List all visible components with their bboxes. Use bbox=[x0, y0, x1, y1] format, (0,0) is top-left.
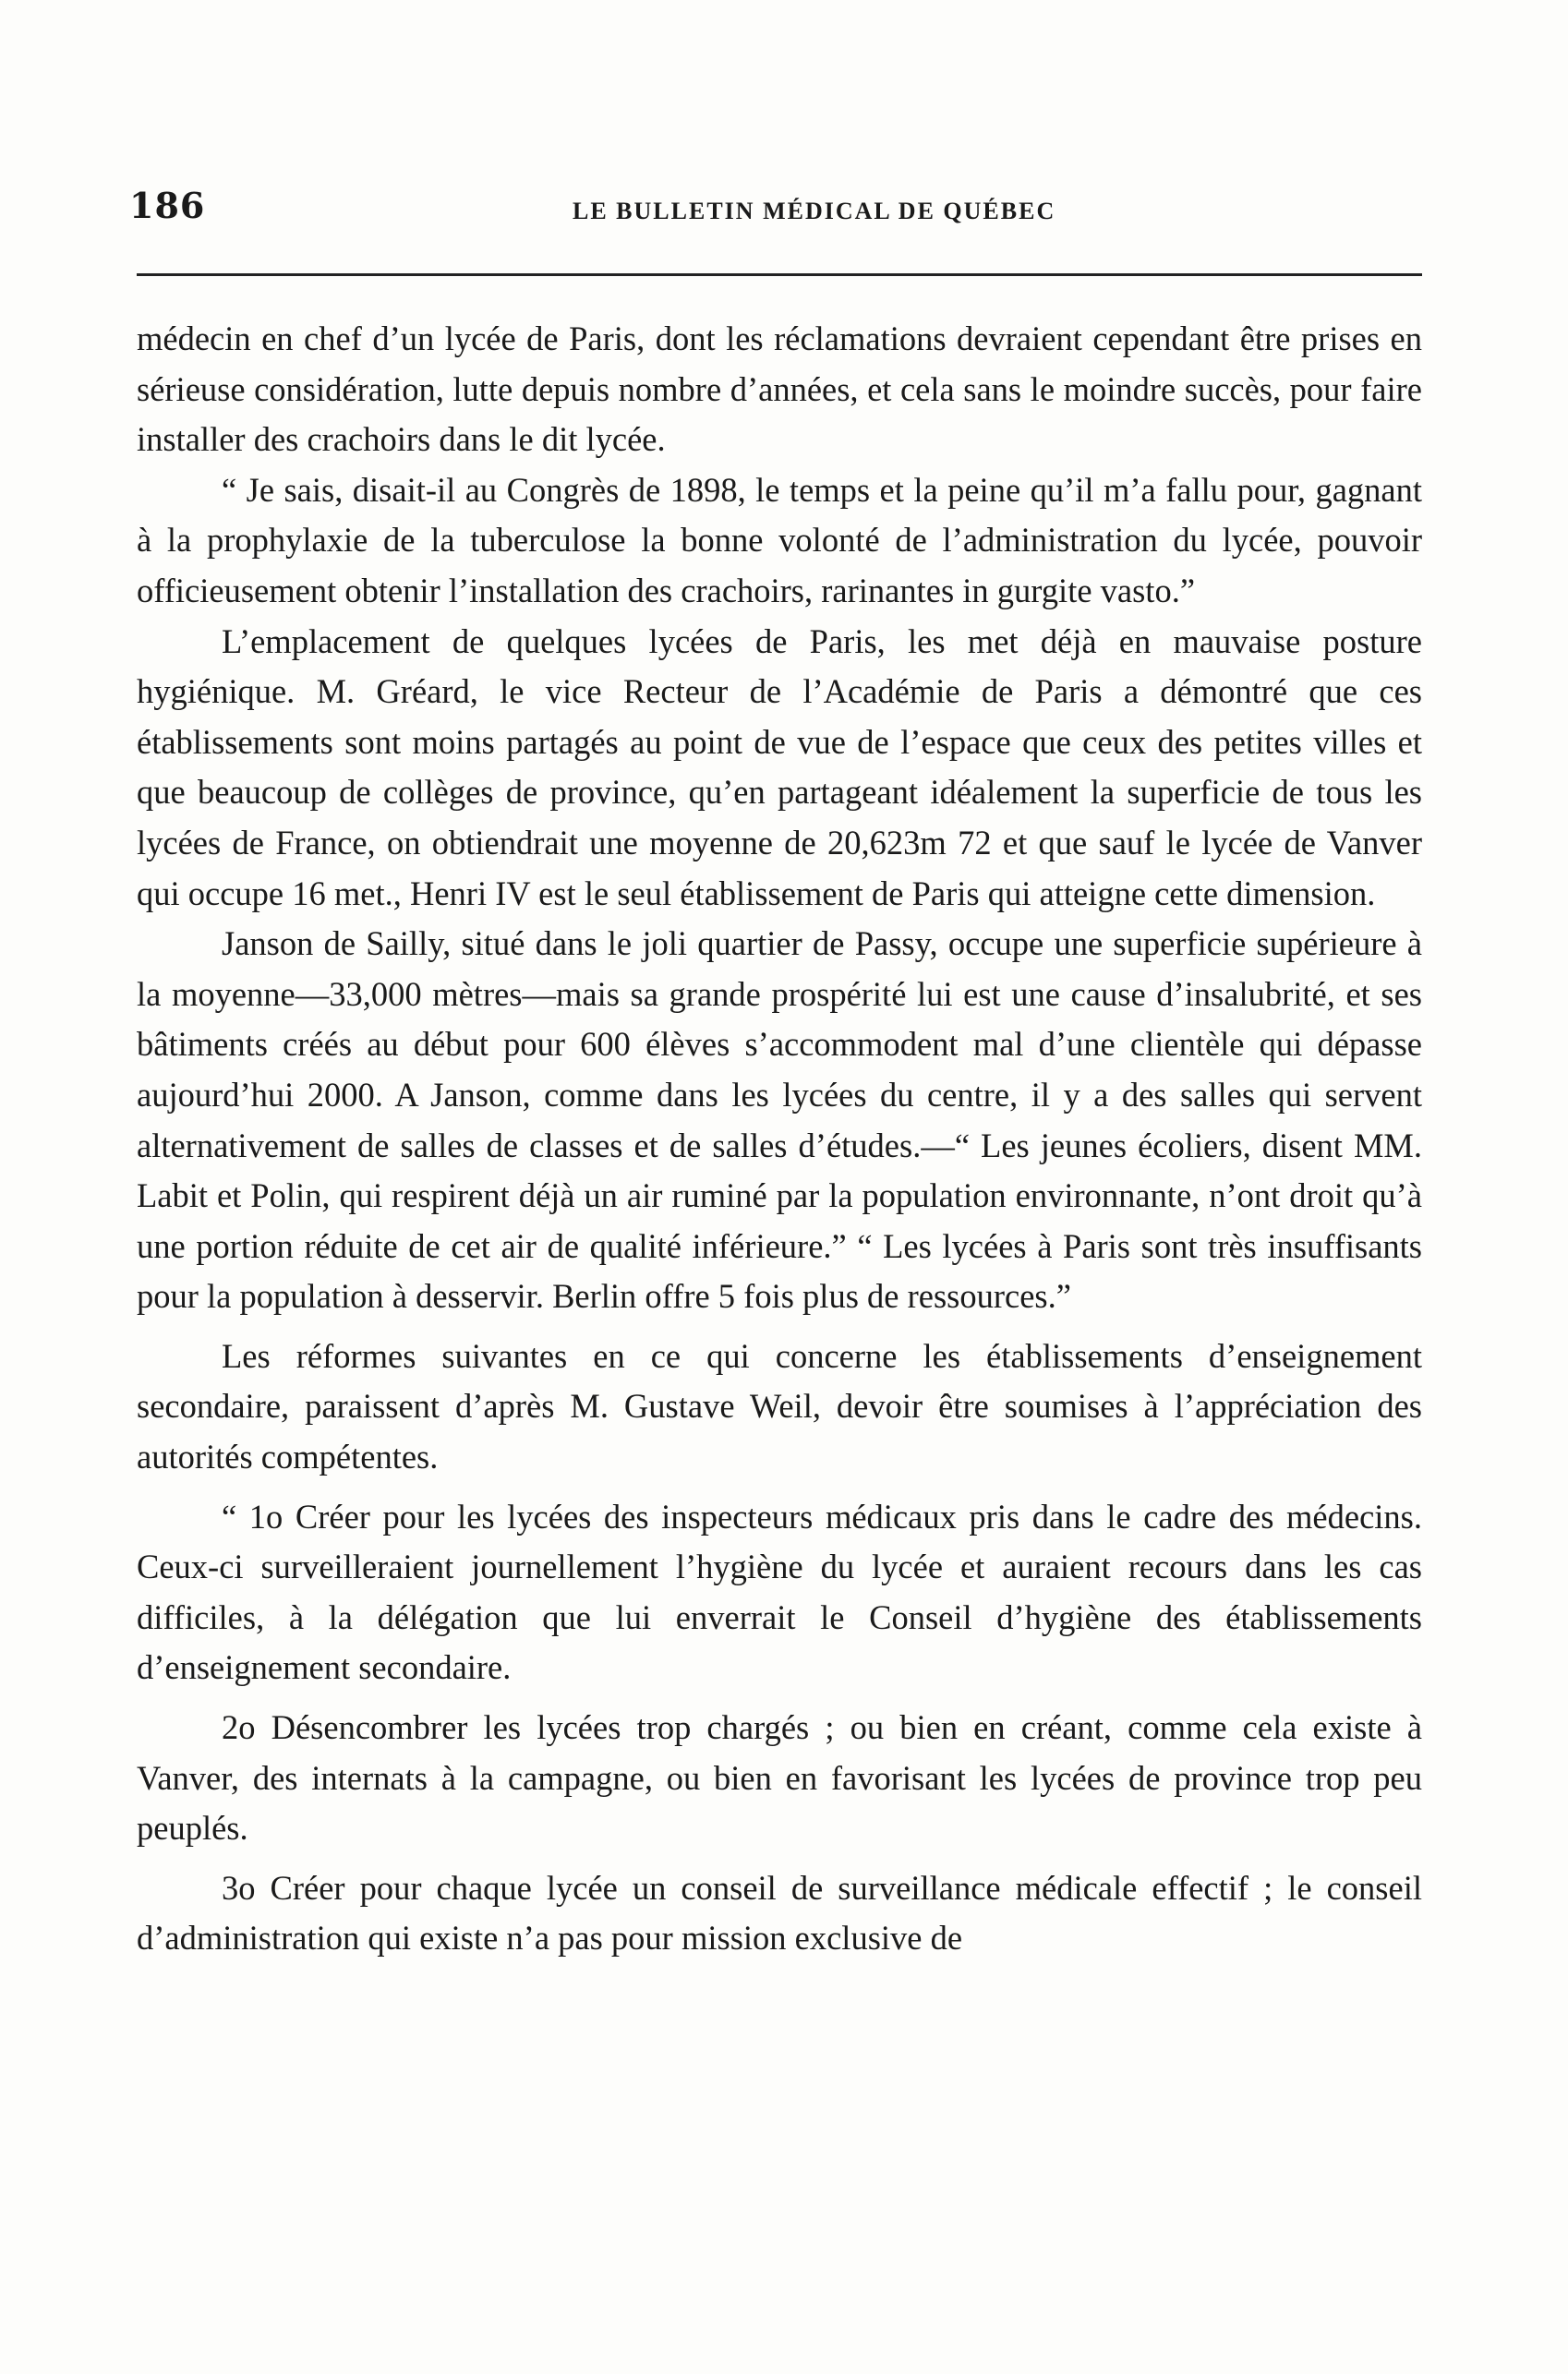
paragraph: 2o Désencombrer les lycées trop chargés ; ou bien en créant, comme cela existe à Vanver, des internats à la campagne, ou bien en favorisant les lycées de province trop peu peuplés. bbox=[137, 1708, 1422, 1848]
running-title: LE BULLETIN MÉDICAL DE QUÉBEC bbox=[573, 198, 1056, 224]
paragraph: L’emplacement de quelques lycées de Paris, les met déjà en mauvaise posture hygiénique. M. Gréard, le vice Recteur de l’Académie de Paris a démontré que ces établissements sont moins partagés au point de vue de l’espace que ceux des petites villes et que beaucoup de collèges de province, qu’en partageant idéalement la superficie de tous les lycées de France, on obtiendrait une moyenne de 20,623m 72 et que sauf le lycée de Vanver qui occupe 16 met., Henri IV est le seul établissement de Paris qui atteigne cette dimension. bbox=[137, 621, 1422, 912]
page-header bbox=[129, 185, 1422, 240]
paragraph: Les réformes suivantes en ce qui concerne les établissements d’enseignement secondaire, paraissent d’après M. Gustave Weil, devoir être soumises à l’appréciation des autorités compétentes. bbox=[137, 1336, 1422, 1476]
header-rule bbox=[137, 273, 1422, 276]
paragraph: médecin en chef d’un lycée de Paris, dont les réclamations devraient cependant être prises en sérieuse considération, lutte depuis nombre d’années, et cela sans le moindre succès, pour faire installer des crachoirs dans le dit lycée. bbox=[137, 319, 1422, 459]
paragraph: 3o Créer pour chaque lycée un conseil de surveillance médicale effectif ; le conseil d’administration qui existe n’a pas pour mission exclusive de bbox=[137, 1868, 1422, 1958]
paragraph: “ Je sais, disait-il au Congrès de 1898, le temps et la peine qu’il m’a fallu pour, gagnant à la prophylaxie de la tuberculose la bonne volonté de l’administration du lycée, pouvoir officieusement obtenir l’installation des crachoirs, rarinantes in gurgite vasto.” bbox=[137, 470, 1422, 609]
body-text bbox=[137, 314, 1422, 1964]
paragraph: Janson de Sailly, situé dans le joli quartier de Passy, occupe une superficie supérieure à la moyenne—33,000 mètres—mais sa grande prospérité lui est une cause d’insalubrité, et ses bâtiments créés au début pour 600 élèves s’accommodent mal d’une clientèle qui dépasse aujourd’hui 2000. A Janson, comme dans les lycées du centre, il y a des salles qui servent alternativement de salles de classes et de salles d’études.—“ Les jeunes écoliers, disent MM. Labit et Polin, qui respirent déjà un air ruminé par la population environnante, n’ont droit qu’à une portion réduite de cet air de qualité inférieure.” “ Les lycées à Paris sont très insuffisants pour la population à desservir. Berlin offre 5 fois plus de ressources.” bbox=[137, 924, 1422, 1316]
page-number: 186 bbox=[129, 185, 206, 226]
paragraph: “ 1o Créer pour les lycées des inspecteurs médicaux pris dans le cadre des médecins. Ceux-ci surveilleraient journellement l’hygiène du lycée et auraient recours dans les cas difficiles, à la délégation que lui enverrait le Conseil d’hygiène des établissements d’enseignement secondaire. bbox=[137, 1497, 1422, 1687]
